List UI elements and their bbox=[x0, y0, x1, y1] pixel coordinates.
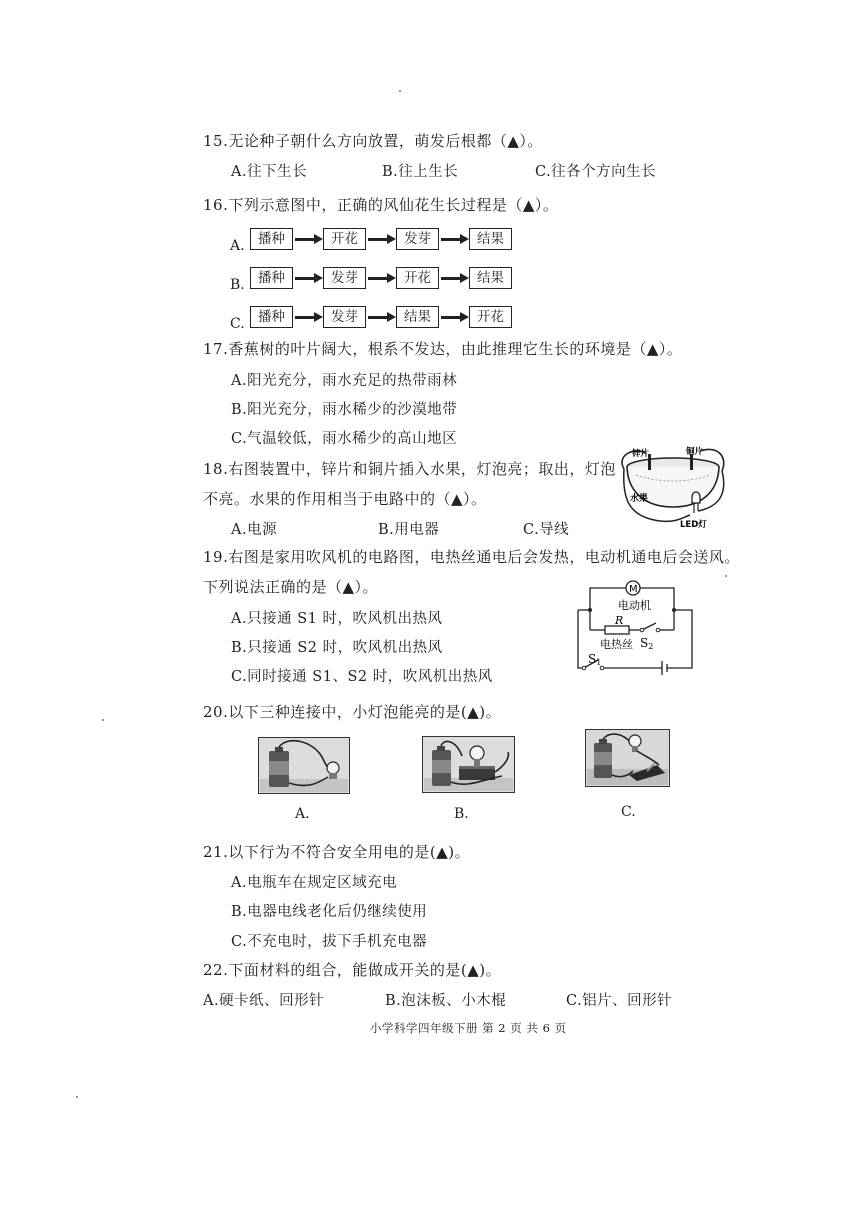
flow-step: 结果 bbox=[469, 267, 512, 289]
scan-speck bbox=[102, 719, 104, 721]
q21-option-a: A.电瓶车在规定区域充电 bbox=[231, 875, 398, 891]
q18-option-b: B.用电器 bbox=[378, 522, 440, 538]
q16-flow-c bbox=[230, 305, 512, 332]
zinc-label: 锌片 bbox=[632, 449, 650, 459]
resistor-label: R bbox=[615, 614, 624, 627]
arrow-icon bbox=[366, 230, 396, 248]
q19-option-b: B.只接通 S2 时，吹风机出热风 bbox=[231, 640, 443, 656]
s2-label: S2 bbox=[640, 636, 654, 651]
arrow-icon bbox=[293, 269, 323, 287]
arrow-icon bbox=[293, 230, 323, 248]
arrow-icon bbox=[366, 269, 396, 287]
hair-dryer-circuit-figure bbox=[570, 573, 700, 678]
q15-option-b: B.往上生长 bbox=[382, 164, 459, 180]
question-21: 21.以下行为不符合安全用电的是(▲)。 bbox=[203, 843, 471, 861]
flow-step: 发芽 bbox=[323, 306, 366, 328]
fruit-label: 水果 bbox=[630, 494, 649, 504]
question-18-line-2: 不亮。水果的作用相当于电路中的（▲）。 bbox=[203, 490, 487, 508]
question-19-line-1: 19.右图是家用吹风机的电路图，电热丝通电后会发热，电动机通电后会送风。 bbox=[203, 548, 740, 566]
flow-step: 播种 bbox=[250, 306, 293, 328]
q18-option-a: A.电源 bbox=[231, 522, 278, 538]
arrow-icon bbox=[293, 308, 323, 326]
flow-step: 结果 bbox=[396, 306, 439, 328]
q16-flow-b-letter: B. bbox=[230, 277, 245, 293]
scan-speck bbox=[725, 575, 727, 577]
q21-option-c: C.不充电时，拔下手机充电器 bbox=[231, 934, 428, 950]
flow-step: 发芽 bbox=[396, 228, 439, 250]
led-label: LED灯 bbox=[680, 520, 707, 530]
flow-step: 播种 bbox=[250, 267, 293, 289]
q19-option-a: A.只接通 S1 时，吹风机出热风 bbox=[231, 611, 443, 627]
flow-step: 开花 bbox=[396, 267, 439, 289]
question-20: 20.以下三种连接中，小灯泡能亮的是(▲)。 bbox=[203, 703, 502, 721]
question-15: 15.无论种子朝什么方向放置，萌发后根都（▲）。 bbox=[203, 132, 543, 150]
circuit-photo-b bbox=[422, 736, 515, 793]
question-19-line-2: 下列说法正确的是（▲）。 bbox=[203, 578, 379, 596]
flow-step: 开花 bbox=[469, 306, 512, 328]
motor-symbol: M bbox=[629, 584, 638, 595]
photo-b-caption: B. bbox=[454, 806, 469, 822]
photo-a-caption: A. bbox=[295, 806, 310, 822]
q16-flow-b bbox=[230, 266, 512, 293]
question-16: 16.下列示意图中，正确的风仙花生长过程是（▲）。 bbox=[203, 196, 559, 214]
flow-step: 发芽 bbox=[323, 267, 366, 289]
circuit-photo-a bbox=[258, 737, 350, 794]
arrow-icon bbox=[439, 269, 469, 287]
q22-option-c: C.铝片、回形针 bbox=[566, 993, 673, 1009]
q22-option-a: A.硬卡纸、回形针 bbox=[203, 993, 325, 1009]
motor-label: 电动机 bbox=[618, 599, 651, 612]
arrow-icon bbox=[439, 308, 469, 326]
q15-option-c: C.往各个方向生长 bbox=[535, 164, 657, 180]
question-18-line-1: 18.右图装置中，锌片和铜片插入水果，灯泡亮；取出，灯泡 bbox=[203, 460, 616, 478]
page-footer: 小学科学四年级下册 第 2 页 共 6 页 bbox=[370, 1021, 567, 1035]
q22-option-b: B.泡沫板、小木棍 bbox=[385, 993, 507, 1009]
circuit-photo-c bbox=[585, 729, 670, 787]
heater-label: 电热丝 bbox=[600, 638, 633, 651]
q16-flow-a bbox=[230, 227, 512, 254]
flow-step: 结果 bbox=[469, 228, 512, 250]
copper-label: 铜片 bbox=[686, 447, 704, 457]
q17-option-b: B.阳光充分，雨水稀少的沙漠地带 bbox=[231, 402, 458, 418]
question-17: 17.香蕉树的叶片阔大，根系不发达，由此推理它生长的环境是（▲）。 bbox=[203, 340, 683, 358]
q21-option-b: B.电器电线老化后仍继续使用 bbox=[231, 904, 428, 920]
flow-step: 播种 bbox=[250, 228, 293, 250]
q15-option-a: A.往下生长 bbox=[231, 164, 308, 180]
question-22: 22.下面材料的组合，能做成开关的是(▲)。 bbox=[203, 961, 502, 979]
scan-speck bbox=[76, 1096, 78, 1098]
flow-step: 开花 bbox=[323, 228, 366, 250]
q18-option-c: C.导线 bbox=[523, 522, 570, 538]
photo-c-caption: C. bbox=[621, 804, 636, 820]
arrow-icon bbox=[439, 230, 469, 248]
q17-option-a: A.阳光充分，雨水充足的热带雨林 bbox=[231, 373, 458, 389]
q16-flow-a-letter: A. bbox=[230, 238, 245, 254]
scan-dot bbox=[399, 90, 401, 92]
s1-label: S1 bbox=[588, 652, 602, 667]
fruit-battery-figure bbox=[618, 445, 730, 530]
q19-option-c: C.同时接通 S1、S2 时，吹风机出热风 bbox=[231, 669, 493, 685]
arrow-icon bbox=[366, 308, 396, 326]
q16-flow-c-letter: C. bbox=[230, 316, 245, 332]
q17-option-c: C.气温较低，雨水稀少的高山地区 bbox=[231, 431, 458, 447]
